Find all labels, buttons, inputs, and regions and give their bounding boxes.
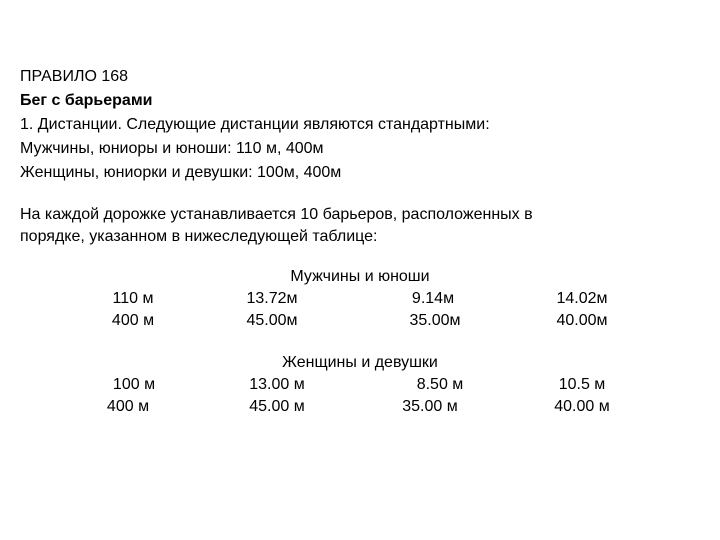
distances-heading: 1. Дистанции. Следующие дистанции являются стандартными: bbox=[20, 116, 490, 133]
men-table-heading: Мужчины и юноши bbox=[290, 268, 430, 285]
rule-number: ПРАВИЛО 168 bbox=[20, 68, 129, 85]
women-table-heading: Женщины и девушки bbox=[282, 354, 438, 371]
women-row-1-start-to-first: 13.00 м bbox=[249, 376, 305, 393]
paragraph-line-1: На каждой дорожке устанавливается 10 барьеров, расположенных в bbox=[20, 206, 533, 223]
women-row-1-between: 8.50 м bbox=[416, 376, 464, 393]
women-row-1-distance: 100 м bbox=[112, 376, 156, 393]
rule-title: Бег с барьерами bbox=[20, 92, 153, 109]
women-row-2-between: 35.00 м bbox=[402, 398, 458, 415]
men-distances: Мужчины, юниоры и юноши: 110 м, 400м bbox=[20, 140, 324, 157]
men-row-2-between: 35.00м bbox=[409, 312, 461, 329]
men-row-2-start-to-first: 45.00м bbox=[246, 312, 298, 329]
women-distances: Женщины, юниорки и девушки: 100м, 400м bbox=[20, 164, 342, 181]
paragraph-line-2: порядке, указанном в нижеследующей таблице: bbox=[20, 228, 378, 245]
men-row-1-start-to-first: 13.72м bbox=[246, 290, 298, 307]
men-row-1-last-to-finish: 14.02м bbox=[556, 290, 608, 307]
women-row-2-start-to-first: 45.00 м bbox=[249, 398, 305, 415]
women-row-2-distance: 400 м bbox=[106, 398, 150, 415]
women-row-1-last-to-finish: 10.5 м bbox=[558, 376, 606, 393]
men-row-1-distance: 110 м bbox=[112, 290, 154, 307]
women-row-2-last-to-finish: 40.00 м bbox=[554, 398, 610, 415]
men-row-2-last-to-finish: 40.00м bbox=[556, 312, 608, 329]
men-row-2-distance: 400 м bbox=[111, 312, 155, 329]
men-row-1-between: 9.14м bbox=[411, 290, 455, 307]
